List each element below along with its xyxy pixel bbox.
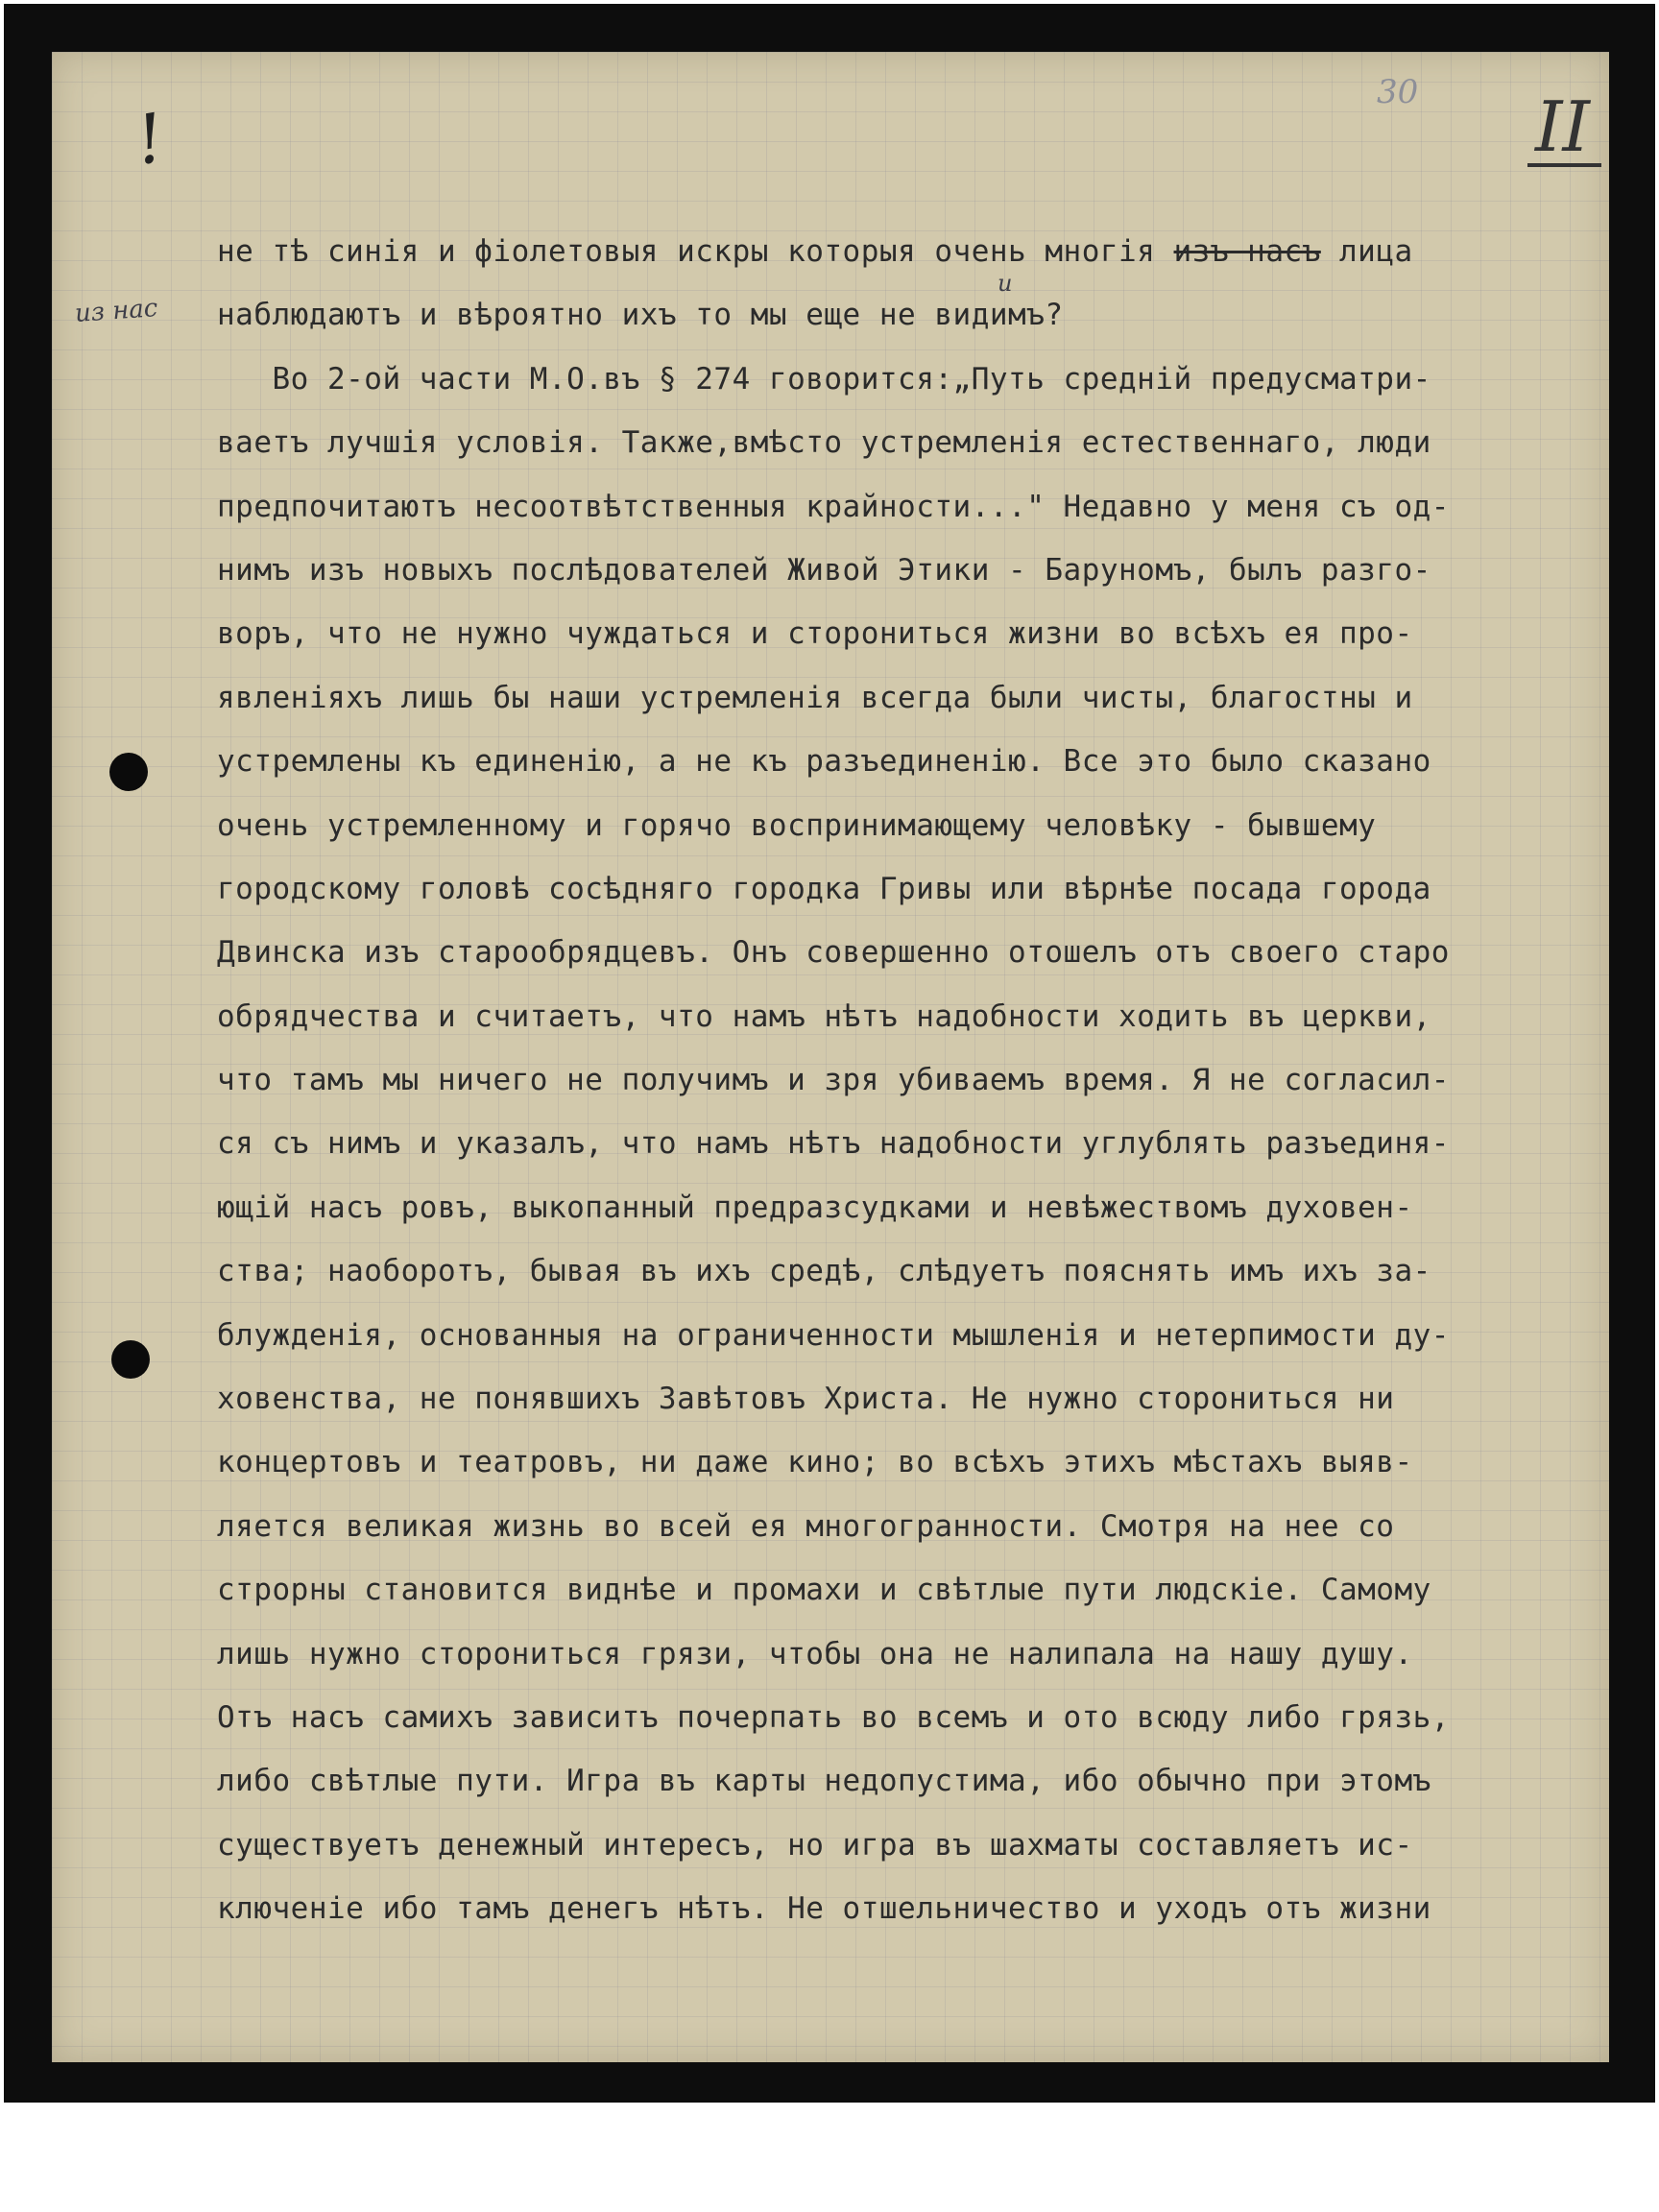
- text-line: ховенства, не понявшихъ Завѣтовъ Христа. Не нужно сторониться ни: [217, 1382, 1395, 1417]
- text-line: ляется великая жизнь во всей ея многогранности. Смотря на нее со: [217, 1508, 1395, 1544]
- scan-frame: [4, 4, 1655, 2103]
- text-line: предпочитаютъ несоотвѣтственныя крайности..." Недавно у меня съ од-: [217, 489, 1450, 524]
- text-line: нимъ изъ новыхъ послѣдователей Живой Этики - Баруномъ, былъ разго-: [217, 552, 1431, 588]
- text-line: устремлены къ единенію, а не къ разъединенію. Все это было сказано: [217, 744, 1431, 780]
- text-line: [217, 220, 1599, 283]
- text-line: строрны становится виднѣе и промахи и свѣтлые пути людскіе. Самому: [217, 1573, 1431, 1608]
- text-line: обрядчества и считаетъ, что намъ нѣтъ надобности ходить въ церкви,: [217, 998, 1431, 1034]
- text-line: Отъ насъ самихъ зависитъ почерпать во всемъ и ото всюду либо грязь,: [217, 1699, 1450, 1735]
- text-line: ключеніе ибо тамъ денегъ нѣтъ. Не отшельничество и уходъ отъ жизни: [217, 1891, 1431, 1927]
- punch-hole-top: [109, 753, 148, 791]
- text-line: явленіяхъ лишь бы наши устремленія всегда были чисты, благостны и: [217, 680, 1413, 715]
- text-line: что тамъ мы ничего не получимъ и зря убиваемъ время. Я не согласил-: [217, 1063, 1450, 1098]
- text-segment: лица: [1320, 234, 1413, 269]
- punch-hole-bottom: [111, 1340, 150, 1379]
- text-line: Во 2-ой части М.О.въ § 274 говорится:„Путь средній предусматри-: [217, 361, 1431, 397]
- text-line: ства; наоборотъ, бывая въ ихъ средѣ, слѣдуетъ пояснять имъ ихъ за-: [217, 1254, 1431, 1289]
- text-line: либо свѣтлые пути. Игра въ карты недопустима, ибо обычно при этомъ: [217, 1764, 1431, 1799]
- handwritten-margin-note: из нас: [74, 294, 159, 328]
- text-line: концертовъ и театровъ, ни даже кино; во всѣхъ этихъ мѣстахъ выяв-: [217, 1445, 1413, 1480]
- text-segment: не тѣ синія и фіолетовыя искры которыя очень многія: [217, 234, 1174, 269]
- margin-exclamation-mark: !: [130, 98, 171, 180]
- text-line: городскому головѣ сосѣдняго городка Гривы или вѣрнѣе посада города: [217, 871, 1431, 906]
- handwritten-insertion: и: [998, 270, 1013, 297]
- section-numeral: II: [1535, 86, 1590, 167]
- text-line: ся съ нимъ и указалъ, что намъ нѣтъ надобности углублять разъединя-: [217, 1126, 1450, 1162]
- text-line: ющій насъ ровъ, выкопанный предразсудками и невѣжествомъ духовен-: [217, 1190, 1413, 1225]
- text-line: лишь нужно сторониться грязи, чтобы она не налипала на нашу душу.: [217, 1636, 1413, 1671]
- text-line: ваетъ лучшія условія. Также,вмѣсто устремленія естественнаго, люди: [217, 425, 1431, 461]
- typed-text-body: [217, 220, 1599, 1941]
- page-number: 30: [1377, 73, 1419, 111]
- paper-sheet: [52, 52, 1609, 2062]
- text-line: существуетъ денежный интересъ, но игра въ шахматы составляетъ ис-: [217, 1827, 1413, 1863]
- text-line: Двинска изъ старообрядцевъ. Онъ совершенно отошелъ отъ своего старо: [217, 935, 1450, 971]
- text-line: воръ, что не нужно чуждаться и сторониться жизни во всѣхъ ея про-: [217, 616, 1413, 652]
- struck-text: изъ насъ: [1173, 234, 1321, 269]
- text-line: очень устремленному и горячо воспринимающему человѣку - бывшему: [217, 807, 1377, 843]
- text-line: наблюдаютъ и вѣроятно ихъ то мы еще не видимъ?: [217, 298, 1064, 333]
- text-line: блужденія, основанныя на ограниченности мышленія и нетерпимости ду-: [217, 1317, 1450, 1353]
